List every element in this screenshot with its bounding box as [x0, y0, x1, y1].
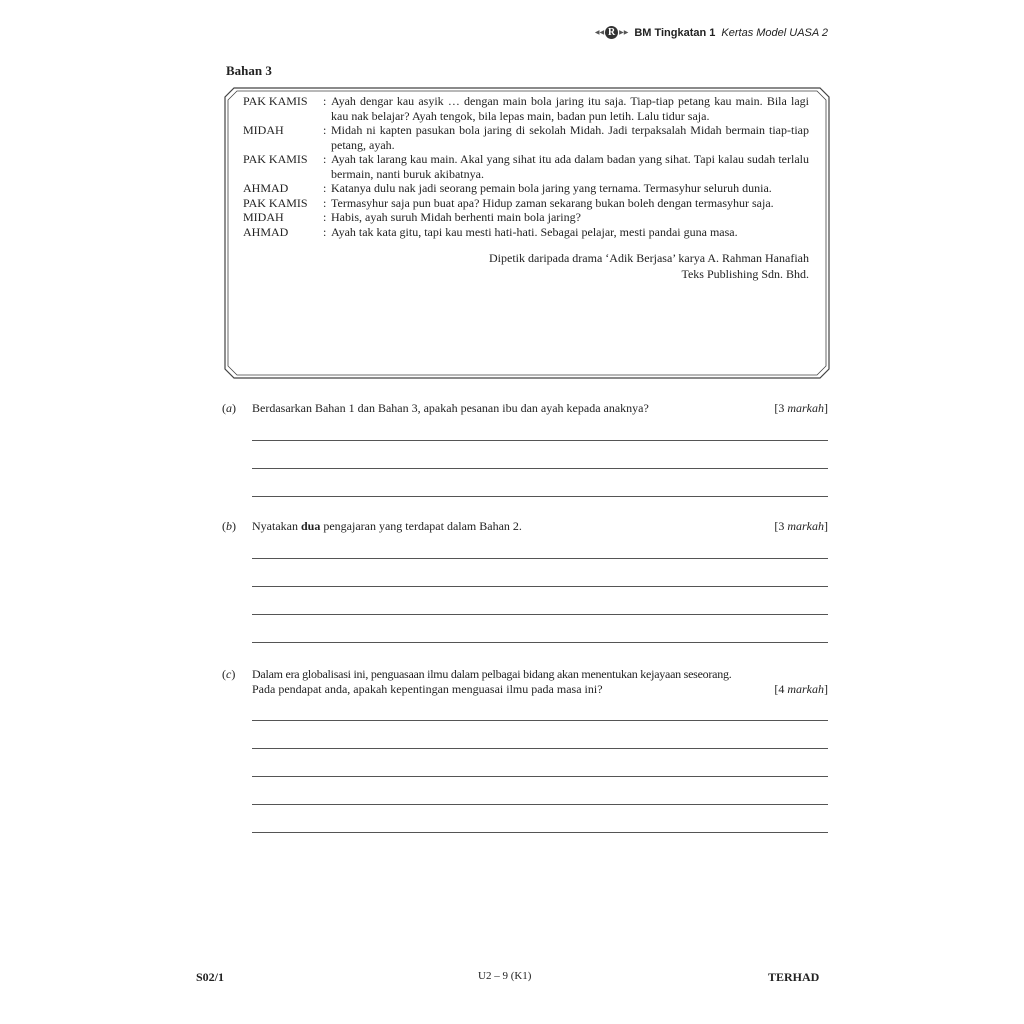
speaker-name: AHMAD: [243, 181, 289, 195]
answer-line[interactable]: [252, 468, 828, 469]
publisher-logo: ◀◀ R ▶▶: [594, 27, 629, 38]
question-b-text: Nyatakan dua pengajaran yang terdapat dalam Bahan 2.: [252, 519, 522, 533]
speech-text: Katanya dulu nak jadi seorang pemain bola jaring yang ternama. Termasyhur seluruh dunia.: [331, 181, 772, 195]
section-title: Bahan 3: [226, 63, 272, 78]
answer-line[interactable]: [252, 804, 828, 805]
question-b-marks: [3 markah]: [774, 519, 828, 533]
answer-line[interactable]: [252, 586, 828, 587]
question-a-marks: [3 markah]: [774, 401, 828, 415]
dialogue-line: AHMAD : Katanya dulu nak jadi seorang pemain bola jaring yang ternama. Termasyhur seluruh dunia.: [243, 181, 809, 196]
dialogue-line: MIDAH : Habis, ayah suruh Midah berhenti main bola jaring?: [243, 210, 809, 225]
speech-text: Midah ni kapten pasukan bola jaring di sekolah Midah. Jadi terpaksalah Midah bermain tiap-tiap petang, ayah.: [331, 123, 809, 152]
dialogue-line: PAK KAMIS : Ayah tak larang kau main. Akal yang sihat itu ada dalam badan yang sihat. Tapi kalau sudah terlalu bermain, nanti buruk akibatnya.: [243, 152, 809, 181]
speaker-name: PAK KAMIS: [243, 152, 308, 166]
dialogue-line: PAK KAMIS : Termasyhur saja pun buat apa? Hidup zaman sekarang bukan boleh dengan termasyhur saja.: [243, 196, 809, 211]
question-b: (b) Nyatakan dua pengajaran yang terdapat dalam Bahan 2. [3 markah]: [222, 519, 828, 533]
speaker-name: PAK KAMIS: [243, 195, 308, 210]
passage-source: Dipetik daripada drama ‘Adik Berjasa’ karya A. Rahman Hanafiah Teks Publishing Sdn. Bhd.: [489, 251, 809, 281]
speech-text: Habis, ayah suruh Midah berhenti main bola jaring?: [331, 210, 581, 224]
answer-line[interactable]: [252, 496, 828, 497]
dialogue: [243, 94, 809, 282]
answer-line[interactable]: [252, 776, 828, 777]
dialogue-line: PAK KAMIS : Ayah dengar kau asyik … dengan main bola jaring itu saja. Tiap-tiap petang kau main. Bila lagi kau nak belajar? Ayah tengok, bila lepas main, badan pun letih. Lalu tidur saja.: [243, 94, 809, 123]
speaker-name: AHMAD: [243, 224, 289, 239]
question-b-label: b: [226, 519, 232, 533]
answer-line[interactable]: [252, 642, 828, 643]
page-number: U2 – 9 (K1): [478, 970, 532, 982]
speech-text: Termasyhur saja pun buat apa? Hidup zaman sekarang bukan boleh dengan termasyhur saja.: [331, 195, 774, 210]
speech-text: Ayah tak larang kau main. Akal yang sihat itu ada dalam badan yang sihat. Tapi kalau sudah terlalu bermain, nanti buruk akibatnya.: [331, 152, 809, 181]
question-a-label: a: [226, 401, 232, 415]
passage-box: [224, 87, 830, 379]
speaker-name: PAK KAMIS: [243, 94, 308, 108]
paper-title: Kertas Model UASA 2: [721, 26, 828, 39]
question-a: (a) Berdasarkan Bahan 1 dan Bahan 3, apakah pesanan ibu dan ayah kepada anaknya? [3 markah]: [222, 401, 828, 415]
question-c-line1: Dalam era globalisasi ini, penguasaan ilmu dalam pelbagai bidang akan menentukan kejayaan seseorang.: [252, 667, 732, 681]
answer-line[interactable]: [252, 832, 828, 833]
question-c-line2: Pada pendapat anda, apakah kepentingan menguasai ilmu pada masa ini?: [252, 682, 603, 696]
answer-line[interactable]: [252, 614, 828, 615]
classification-label: TERHAD: [768, 970, 820, 984]
answer-line[interactable]: [252, 440, 828, 441]
question-c-label: c: [226, 667, 232, 681]
speaker-name: MIDAH: [243, 123, 284, 137]
page-header: [595, 26, 828, 39]
dialogue-line: AHMAD : Ayah tak kata gitu, tapi kau mesti hati-hati. Sebagai pelajar, mesti pandai guna masa.: [243, 225, 809, 240]
dialogue-line: MIDAH : Midah ni kapten pasukan bola jaring di sekolah Midah. Jadi terpaksalah Midah bermain tiap-tiap petang, ayah.: [243, 123, 809, 152]
answer-line[interactable]: [252, 748, 828, 749]
paper-code: S02/1: [196, 970, 225, 984]
question-a-text: Berdasarkan Bahan 1 dan Bahan 3, apakah pesanan ibu dan ayah kepada anaknya?: [252, 401, 649, 415]
answer-line[interactable]: [252, 720, 828, 721]
book-title: BM Tingkatan 1: [634, 26, 716, 39]
speaker-name: MIDAH: [243, 210, 284, 224]
question-c: (c) Dalam era globalisasi ini, penguasaan ilmu dalam pelbagai bidang akan menentukan kejayaan seseorang. Pada pendapat anda, apakah kepentingan menguasai ilmu pada masa ini? [4 markah]: [222, 667, 828, 696]
question-c-marks: [4 markah]: [774, 682, 828, 696]
answer-line[interactable]: [252, 558, 828, 559]
speech-text: Ayah tak kata gitu, tapi kau mesti hati-hati. Sebagai pelajar, mesti pandai guna masa.: [331, 224, 738, 239]
speech-text: Ayah dengar kau asyik … dengan main bola jaring itu saja. Tiap-tiap petang kau main. Bila lagi kau nak belajar? Ayah tengok, bila lepas main, badan pun letih. Lalu tidur saja.: [331, 94, 809, 123]
